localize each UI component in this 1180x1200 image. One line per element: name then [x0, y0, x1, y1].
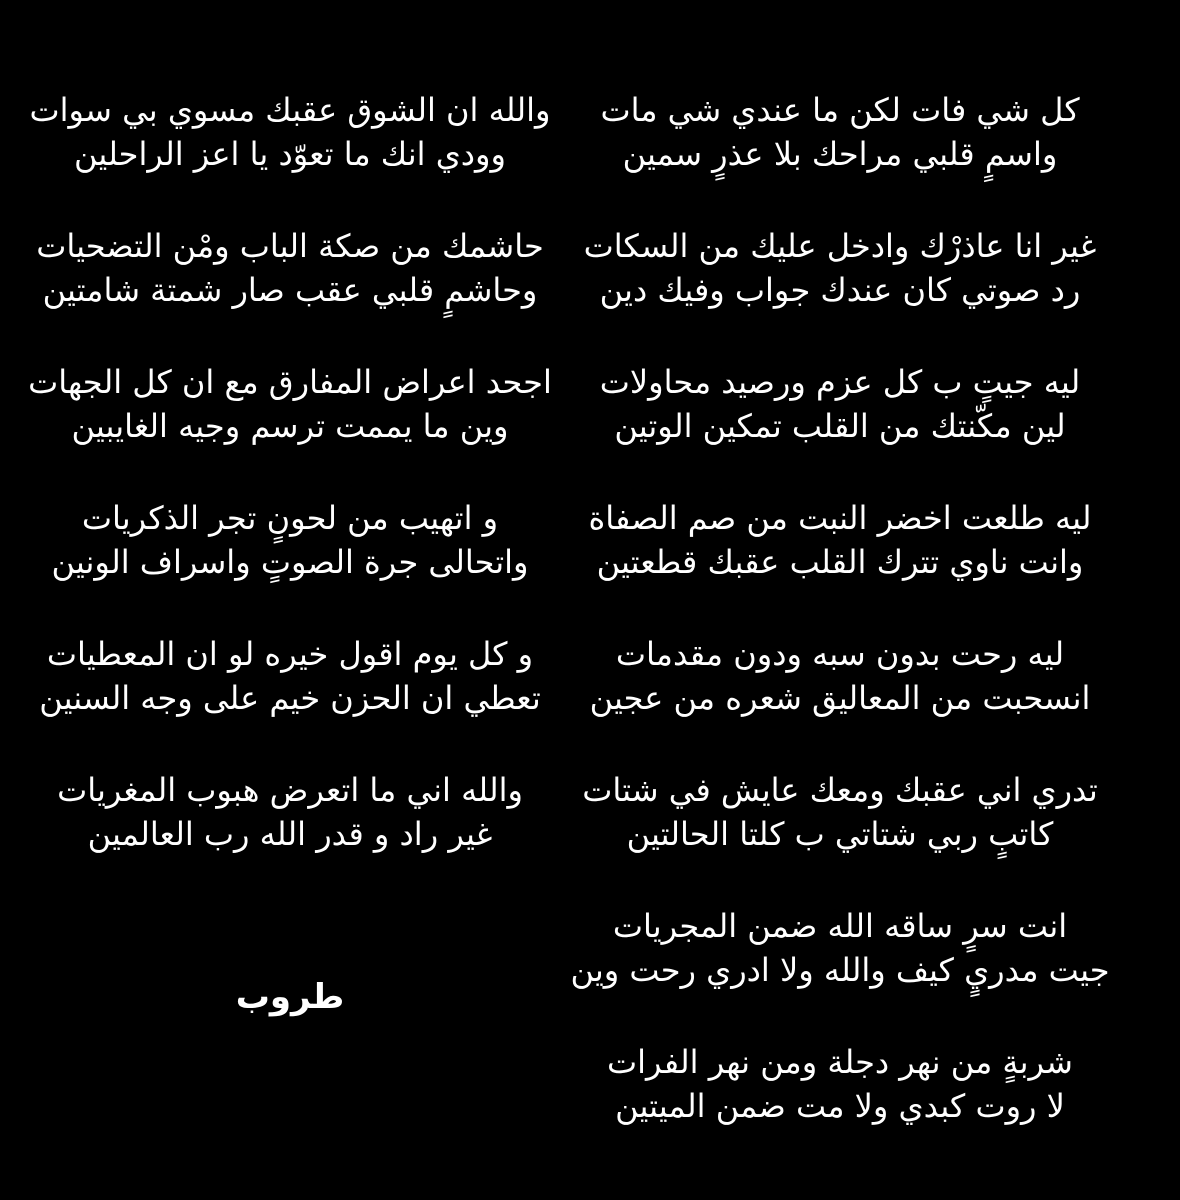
stanza: [20, 224, 560, 360]
verse-line: واتحالى جرة الصوتٍ واسراف الونين: [51, 543, 529, 581]
verse-line: انت سرٍ ساقه الله ضمن المجريات: [612, 907, 1068, 945]
verse-line: كاتبٍ ربي شتاتي ب كلتا الحالتين: [626, 815, 1054, 853]
verse-line: والله ان الشوق عقبك مسوي بي سوات: [29, 91, 551, 129]
verse-line: وودي انك ما تعوّد يا اعز الراحلين: [74, 135, 506, 173]
verse-line: جيت مدريٍ كيف والله ولا ادري رحت وين: [570, 951, 1110, 989]
verse-line: ليه جيتٍ ب كل عزم ورصيد محاولات: [599, 363, 1081, 401]
verse-line: غير انا عاذرْك وادخل عليك من السكات: [583, 227, 1097, 265]
verse-line: واسمٍ قلبي مراحك بلا عذرٍ سمين: [622, 135, 1058, 173]
stanza: [570, 360, 1110, 496]
verse-line: وحاشمٍ قلبي عقب صار شمتة شامتين: [42, 271, 538, 309]
verse-line: وين ما يممت ترسم وجيه الغايبين: [71, 407, 509, 445]
poet-signature: طروب: [235, 977, 345, 1017]
stanza: [20, 768, 560, 904]
verse-line: ليه طلعت اخضر النبت من صم الصفاة: [588, 499, 1092, 537]
verse-line: ليه رحت بدون سبه ودون مقدمات: [615, 635, 1065, 673]
verse-line: شربةٍ من نهر دجلة ومن نهر الفرات: [607, 1043, 1073, 1081]
verse-line: اجحد اعراض المفارق مع ان كل الجهات: [28, 363, 552, 401]
verse-line: رد صوتي كان عندك جواب وفيك دين: [599, 271, 1081, 309]
verse-line: غير راد و قدر الله رب العالمين: [87, 815, 493, 853]
poem-column-left: [20, 88, 560, 904]
stanza: [570, 496, 1110, 632]
stanza: [570, 224, 1110, 360]
verse-line: وانت ناوي تترك القلب عقبك قطعتين: [596, 543, 1084, 581]
verse-line: تعطي ان الحزن خيم على وجه السنين: [39, 679, 541, 717]
stanza: [570, 632, 1110, 768]
stanza: [570, 1040, 1110, 1176]
poem-column-right: [570, 88, 1110, 1176]
verse-line: انسحبت من المعاليق شعره من عجين: [589, 679, 1091, 717]
stanza: [20, 632, 560, 768]
stanza: [20, 496, 560, 632]
verse-line: لا روت كبدي ولا مت ضمن الميتين: [615, 1087, 1065, 1125]
verse-line: و كل يوم اقول خيره لو ان المعطيات: [46, 635, 534, 673]
stanza: [20, 88, 560, 224]
verse-line: كل شي فات لكن ما عندي شي مات: [600, 91, 1080, 129]
verse-line: حاشمك من صكة الباب ومْن التضحيات: [36, 227, 544, 265]
verse-line: لين مكّنتك من القلب تمكين الوتين: [614, 407, 1066, 445]
stanza: [570, 88, 1110, 224]
stanza: [570, 904, 1110, 1040]
verse-line: و اتهيب من لحونٍ تجر الذكريات: [81, 499, 499, 537]
verse-line: تدري اني عقبك ومعك عايش في شتات: [582, 771, 1098, 809]
stanza: [570, 768, 1110, 904]
verse-line: والله اني ما اتعرض هبوب المغريات: [57, 771, 523, 809]
stanza: [20, 360, 560, 496]
